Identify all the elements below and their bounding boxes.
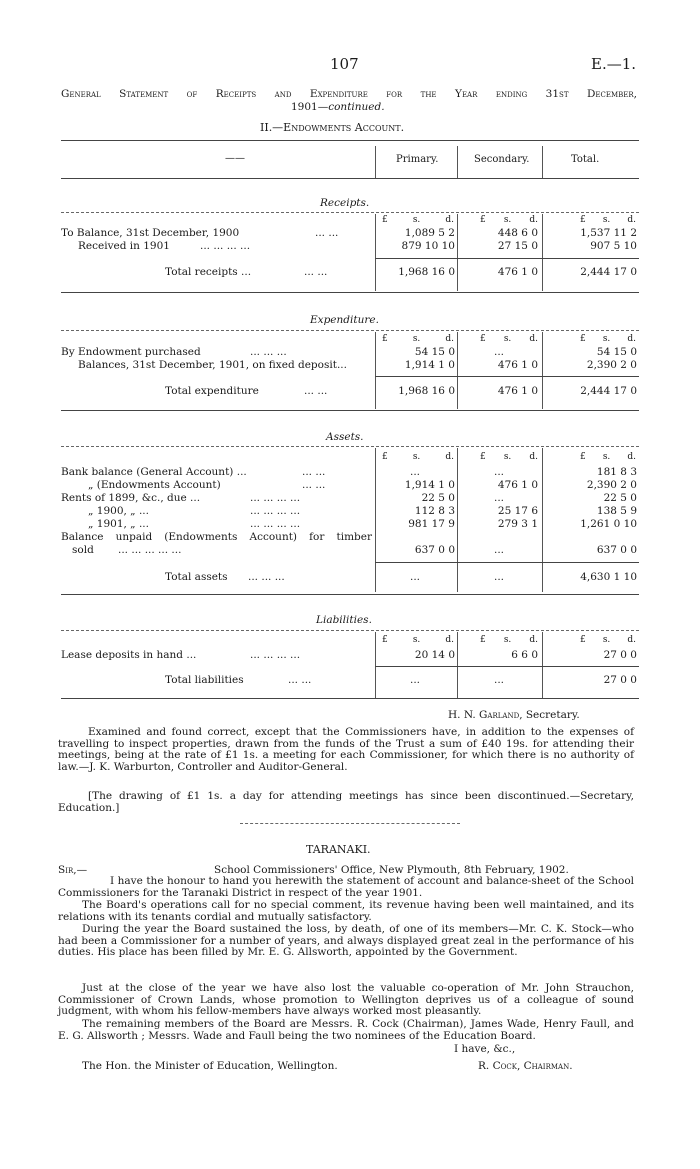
table-row-label: „ 1901, „ ... (88, 518, 149, 530)
liabilities-currency-total: £ s. d. (580, 635, 636, 645)
cell-primary: 1,089 5 2 (404, 227, 455, 239)
page-number: 107 (330, 55, 359, 73)
cell-total: 907 5 10 (590, 240, 637, 252)
cell-primary: 637 0 0 (414, 544, 455, 556)
table-row-label: „ 1900, „ ... (88, 505, 149, 517)
letter-addressee: The Hon. the Minister of Education, Wellington. (82, 1060, 338, 1072)
expenditure-currency-secondary: £ s. d. (480, 334, 538, 344)
statement-title: General Statement of Receipts and Expenditure for the Year ending 31st December, (61, 88, 637, 100)
receipts-currency-secondary: £ s. d. (480, 215, 538, 225)
auditor-paragraph: Examined and found correct, except that the Commissioners have, in addition to the expenses of travelling to inspect properties, drawn from the funds of the Trust a sum of £40 19s. for attending their meetings, being at the rate of £1 1s. a meeting for each Commissioner, for which there is no authority of law.—J. K. Warburton, Controller and Auditor-General. (58, 726, 634, 773)
leader-dots: ... ... (315, 227, 339, 239)
total-label: Total assets (165, 571, 228, 583)
leader-dots: ... ... (302, 466, 326, 478)
cell-secondary: ... (493, 466, 504, 478)
total-primary: ... (409, 571, 420, 583)
table-row-label: „ (Endowments Account) (88, 479, 221, 491)
expenditure-heading: Expenditure. (310, 314, 379, 326)
section-heading: TARANAKI. (306, 843, 371, 856)
account-subtitle: II.—Endowments Account. (260, 121, 405, 134)
receipts-currency-primary: £ s. d. (382, 215, 454, 225)
leader-dots: ... ... (288, 674, 312, 686)
leader-dots: ... ... (304, 385, 328, 397)
letter-signer: R. Cock, Chairman. (478, 1060, 573, 1072)
letter-paragraph: Just at the close of the year we have also lost the valuable co-operation of Mr. John Strauchon, Commissioner of Crown Lands, whose promotion to Wellington deprives us of a colleague of sound judgment, with whom his fellow-members have always worked most pleasantly. (58, 982, 634, 1018)
expenditure-currency-primary: £ s. d. (382, 334, 454, 344)
total-primary: 1,968 16 0 (398, 385, 455, 397)
assets-currency-total: £ s. d. (580, 452, 636, 462)
column-header-total: Total. (571, 154, 600, 165)
cell-secondary: ... (493, 346, 504, 358)
statement-title-continued: 1901—continued. (291, 101, 385, 113)
table-row-label: To Balance, 31st December, 1900 (61, 227, 240, 239)
table-row-label: Bank balance (General Account) ... (61, 466, 247, 478)
column-header-primary: Primary. (396, 154, 439, 165)
total-secondary: 476 1 0 (497, 266, 538, 278)
table-row-label: By Endowment purchased (61, 346, 201, 358)
cell-primary: 112 8 3 (414, 505, 455, 517)
total-label: Total liabilities (165, 674, 244, 686)
column-header-blank: —— (225, 153, 245, 164)
secretary-signature: H. N. Garland, Secretary. (448, 709, 580, 721)
letter-paragraph: The remaining members of the Board are Messrs. R. Cock (Chairman), James Wade, Henry Faull, and E. G. Allsworth ; Messrs. Wade and Faull being the two nominees of the Education Board. (58, 1018, 634, 1042)
letter-closing: I have, &c., (454, 1043, 516, 1055)
leader-dots: ... ... ... ... (250, 492, 301, 504)
total-label: Total expenditure (165, 385, 259, 397)
cell-secondary: 476 1 0 (497, 359, 538, 371)
leader-dots: ... ... ... ... ... (118, 544, 182, 556)
expenditure-currency-total: £ s. d. (580, 334, 636, 344)
letter-paragraph: The Board's operations call for no special comment, its revenue having been well maintained, and its relations with its tenants cordial and mutually satisfactory. (58, 899, 634, 923)
table-row-label: Balance unpaid (Endowments Account) for timber (61, 531, 372, 543)
total-secondary: 476 1 0 (497, 385, 538, 397)
document-code: E.—1. (591, 55, 637, 73)
cell-total: 1,261 0 10 (580, 518, 637, 530)
cell-primary: 22 5 0 (421, 492, 455, 504)
total-label: Total receipts ... (165, 266, 252, 278)
leader-dots: ... ... ... ... (200, 240, 251, 252)
column-header-secondary: Secondary. (474, 154, 530, 165)
total-total: 27 0 0 (603, 674, 637, 686)
receipts-heading: Receipts. (320, 197, 370, 209)
cell-total: 2,390 2 0 (586, 359, 637, 371)
cell-primary: ... (409, 466, 420, 478)
secretary-note: [The drawing of £1 1s. a day for attending meetings has since been discontinued.—Secretary, Education.] (58, 790, 634, 814)
cell-primary: 879 10 10 (401, 240, 455, 252)
table-row-label: Lease deposits in hand ... (61, 649, 197, 661)
assets-currency-secondary: £ s. d. (480, 452, 538, 462)
cell-secondary: 25 17 6 (497, 505, 538, 517)
cell-total: 54 15 0 (596, 346, 637, 358)
table-row-label: Received in 1901 (78, 240, 170, 252)
leader-dots: ... ... (304, 266, 328, 278)
receipts-currency-total: £ s. d. (580, 215, 636, 225)
letter-paragraph: I have the honour to hand you herewith the statement of account and balance-sheet of the School Commissioners for the Taranaki District in respect of the year 1901. (58, 875, 634, 899)
cell-primary: 54 15 0 (414, 346, 455, 358)
letter-paragraph: During the year the Board sustained the loss, by death, of one of its members—Mr. C. K. Stock—who had been a Commissioner for a number of years, and always displayed great zeal in the performance of his duties. His place has been filled by Mr. E. G. Allsworth, appointed by the Government. (58, 923, 634, 959)
cell-primary: 1,914 1 0 (404, 359, 455, 371)
table-row-label-cont: sold (72, 544, 94, 556)
liabilities-currency-primary: £ s. d. (382, 635, 454, 645)
total-primary: ... (409, 674, 420, 686)
total-secondary: ... (493, 674, 504, 686)
total-total: 2,444 17 0 (580, 385, 637, 397)
total-primary: 1,968 16 0 (398, 266, 455, 278)
table-row-label: Balances, 31st December, 1901, on fixed deposit... (78, 359, 347, 371)
total-secondary: ... (493, 571, 504, 583)
cell-secondary: ... (493, 492, 504, 504)
leader-dots: ... ... (302, 479, 326, 491)
table-row-label: Rents of 1899, &c., due ... (61, 492, 201, 504)
liabilities-heading: Liabilities. (316, 614, 372, 626)
cell-secondary: 448 6 0 (497, 227, 538, 239)
leader-dots: ... ... ... ... (250, 649, 301, 661)
cell-total: 27 0 0 (603, 649, 637, 661)
cell-primary: 981 17 9 (408, 518, 455, 530)
cell-total: 2,390 2 0 (586, 479, 637, 491)
assets-currency-primary: £ s. d. (382, 452, 454, 462)
cell-total: 637 0 0 (596, 544, 637, 556)
total-total: 2,444 17 0 (580, 266, 637, 278)
cell-total: 22 5 0 (603, 492, 637, 504)
cell-primary: 20 14 0 (414, 649, 455, 661)
cell-secondary: 279 3 1 (497, 518, 538, 530)
assets-heading: Assets. (326, 431, 364, 443)
total-total: 4,630 1 10 (580, 571, 637, 583)
cell-primary: 1,914 1 0 (404, 479, 455, 491)
cell-secondary: 6 6 0 (511, 649, 538, 661)
letter-address: School Commissioners' Office, New Plymouth, 8th February, 1902. (214, 864, 569, 876)
letter-salutation: Sir,— (58, 864, 88, 876)
cell-secondary: ... (493, 544, 504, 556)
cell-total: 181 8 3 (596, 466, 637, 478)
leader-dots: ... ... ... (248, 571, 285, 583)
leader-dots: ... ... ... (250, 346, 287, 358)
cell-total: 1,537 11 2 (580, 227, 637, 239)
cell-total: 138 5 9 (596, 505, 637, 517)
liabilities-currency-secondary: £ s. d. (480, 635, 538, 645)
leader-dots: ... ... ... ... (250, 505, 301, 517)
cell-secondary: 27 15 0 (497, 240, 538, 252)
leader-dots: ... ... ... ... (250, 518, 301, 530)
cell-secondary: 476 1 0 (497, 479, 538, 491)
